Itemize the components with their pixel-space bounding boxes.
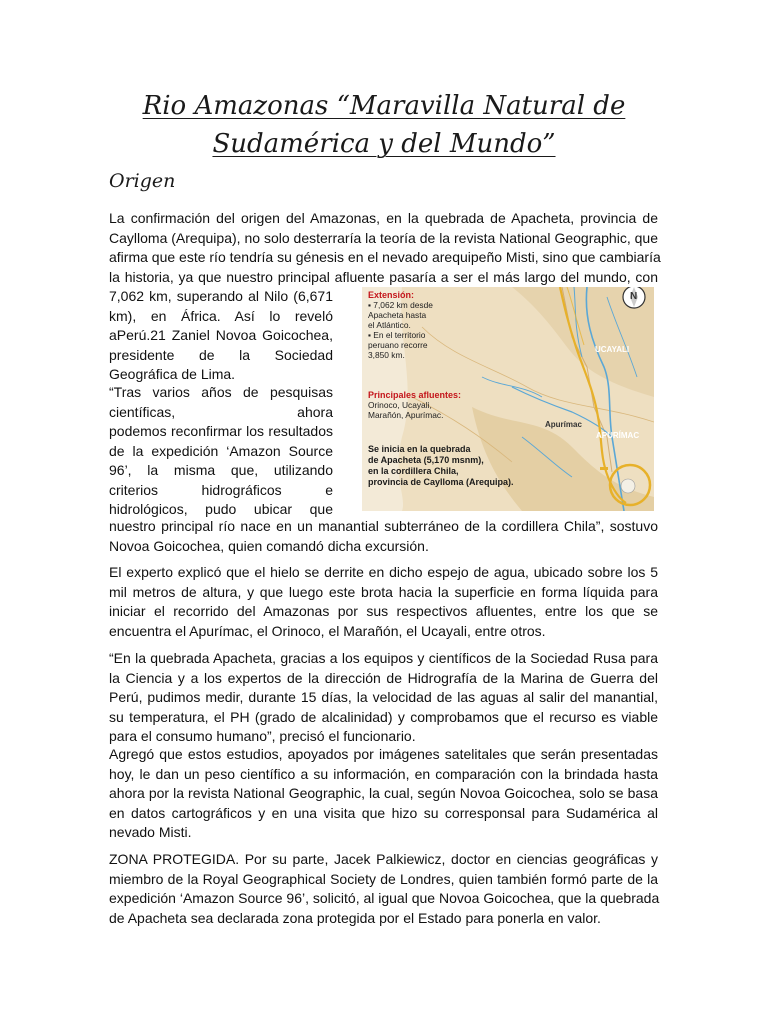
map-label-apurimac-river: Apurímac [545, 420, 582, 429]
p4-line: Perú, pudimos medir, durante 15 días, la velocidad de las aguas al salir del manantial, [109, 689, 658, 705]
p5-line: nevado Misti. [109, 824, 192, 840]
map-origin-line: de Apacheta (5,170 msnm), [368, 455, 484, 465]
p4-line: su temperatura, el PH (grado de alcalinidad) y comprobamos que el recurso es viable [109, 708, 658, 725]
p2-wrap-line: hidrológicos, pudo ubicar que [109, 501, 333, 517]
paragraph-5 [109, 745, 658, 843]
amazon-map-figure [362, 287, 654, 511]
map-extension-item: el Atlántico. [368, 320, 411, 330]
p3-line: mil metros de altura, y que luego este brota hacia la superficie en forma líquida para [109, 583, 658, 600]
p6-line: de Apacheta sea declarada zona protegida por el Estado para ponerla en valor. [109, 909, 601, 926]
p3-line: El experto explicó que el hielo se derrite en dicho espejo de agua, ubicado sobre los 5 [109, 564, 658, 580]
p4-line: “En la quebrada Apacheta, gracias a los equipos y científicos de la Sociedad Rusa para [109, 650, 658, 666]
map-extension-item: 3,850 km. [368, 350, 405, 360]
map-afluentes-line: Orinoco, Ucayali, [368, 400, 432, 410]
p1-line: afirma que este río tendría su génesis en el nevado arequipeño Misti, sino que cambiaría [109, 249, 661, 265]
p2-wrap-line: podemos reconfirmar los resultados [109, 423, 333, 439]
map-origin-line: en la cordillera Chila, [368, 466, 459, 476]
p1-wrap-line: aPerú.21 Zaniel Novoa Goicochea, [109, 327, 333, 343]
p1-wrap-line: km), en África. Así lo reveló [109, 307, 333, 324]
p1-line: Caylloma (Arequipa), no solo desterraría la teoría de la revista National Geographic, que [109, 229, 658, 246]
paragraph-2-wrap [109, 383, 333, 520]
map-origin-block [368, 444, 514, 488]
map-label-ucayali: UCAYALI [595, 345, 630, 354]
map-label-apurimac-region: APURÍMAC [596, 431, 640, 440]
p1-line: La confirmación del origen del Amazonas, en la quebrada de Apacheta, provincia de [109, 210, 658, 226]
paragraph-6 [109, 850, 658, 928]
document-title-line1: Rio Amazonas “Maravilla Natural de [142, 91, 626, 121]
map-afluentes-block [368, 390, 461, 420]
p5-line: Agregó que estos estudios, apoyados por imágenes satelitales que serán presentadas [109, 746, 658, 762]
paragraph-4 [109, 649, 658, 747]
p1-line: la historia, ya que nuestro principal afluente pasaría a ser el más largo del mundo, con [109, 268, 658, 285]
p4-line: para el consumo humano”, precisó el funcionario. [109, 728, 416, 744]
p2-wrap-line: de la expedición ‘Amazon Source [109, 442, 333, 459]
p2-wrap-line: 96’, la misma que, utilizando [109, 462, 333, 478]
p6-line: ZONA PROTEGIDA. Por su parte, Jacek Palkiewicz, doctor en ciencias geográficas y [109, 851, 658, 867]
p2-line: nuestro principal río nace en un manantial subterráneo de la cordillera Chila”, sostuvo [109, 518, 658, 534]
map-afluentes-line: Marañón, Apurímac. [368, 410, 444, 420]
p6-line: miembro de la Royal Geographical Society de Londres, quien también formó parte de la [109, 870, 658, 887]
map-extension-item: ▪ En el territorio [368, 330, 426, 340]
p5-line: ahora por la revista National Geographic, la cual, según Novoa Goicochea, solo se basa [109, 785, 658, 801]
map-afluentes-heading: Principales afluentes: [368, 390, 462, 400]
paragraph-1 [109, 209, 661, 287]
p2-wrap-line: “Tras varios años de pesquisas [109, 384, 333, 400]
p2-line: Novoa Goicochea, quien comandó dicha excursión. [109, 537, 429, 554]
paragraph-3 [109, 563, 658, 641]
map-extension-block [368, 290, 433, 360]
p2-wrap-line: científicas, ahora [109, 403, 333, 420]
p6-line: expedición ‘Amazon Source 96’, solicitó, al igual que Novoa Goicochea, que la quebrada [109, 890, 660, 906]
map-extension-heading: Extensión: [368, 290, 415, 300]
p1-wrap-line: 7,062 km, superando al Nilo (6,671 [109, 288, 333, 304]
document-title-line2: Sudamérica y del Mundo” [212, 129, 556, 159]
paragraph-1-wrap [109, 287, 333, 385]
p5-line: en datos cartográficos y en una visita que hizo su corresponsal para Sudamérica al [109, 804, 658, 821]
p1-wrap-line: presidente de la Sociedad [109, 346, 333, 363]
map-origin-line: provincia de Caylloma (Arequipa). [368, 477, 514, 487]
map-extension-item: ▪ 7,062 km desde [368, 300, 433, 310]
paragraph-2-continuation [109, 517, 658, 556]
map-extension-item: Apacheta hasta [368, 310, 427, 320]
section-heading-origen: Origen [109, 170, 176, 192]
p3-line: encuentra el Apurímac, el Orinoco, el Marañón, el Ucayali, entre otros. [109, 622, 546, 639]
north-arrow-icon: N [630, 291, 638, 302]
p2-wrap-line: criterios hidrográficos e [109, 481, 333, 498]
map-origin-line: Se inicia en la quebrada [368, 444, 471, 454]
map-extension-item: peruano recorre [368, 340, 428, 350]
p5-line: hoy, le dan un peso científico a su información, en comparación con la brindada hasta [109, 765, 658, 782]
p4-line: la Ciencia y a los expertos de la dirección de Hidrografía de la Marina de Guerra del [109, 669, 658, 686]
p1-wrap-line: Geográfica de Lima. [109, 366, 236, 382]
p3-line: iniciar el recorrido del Amazonas por sus respectivos afluentes, entre los que se [109, 603, 658, 619]
